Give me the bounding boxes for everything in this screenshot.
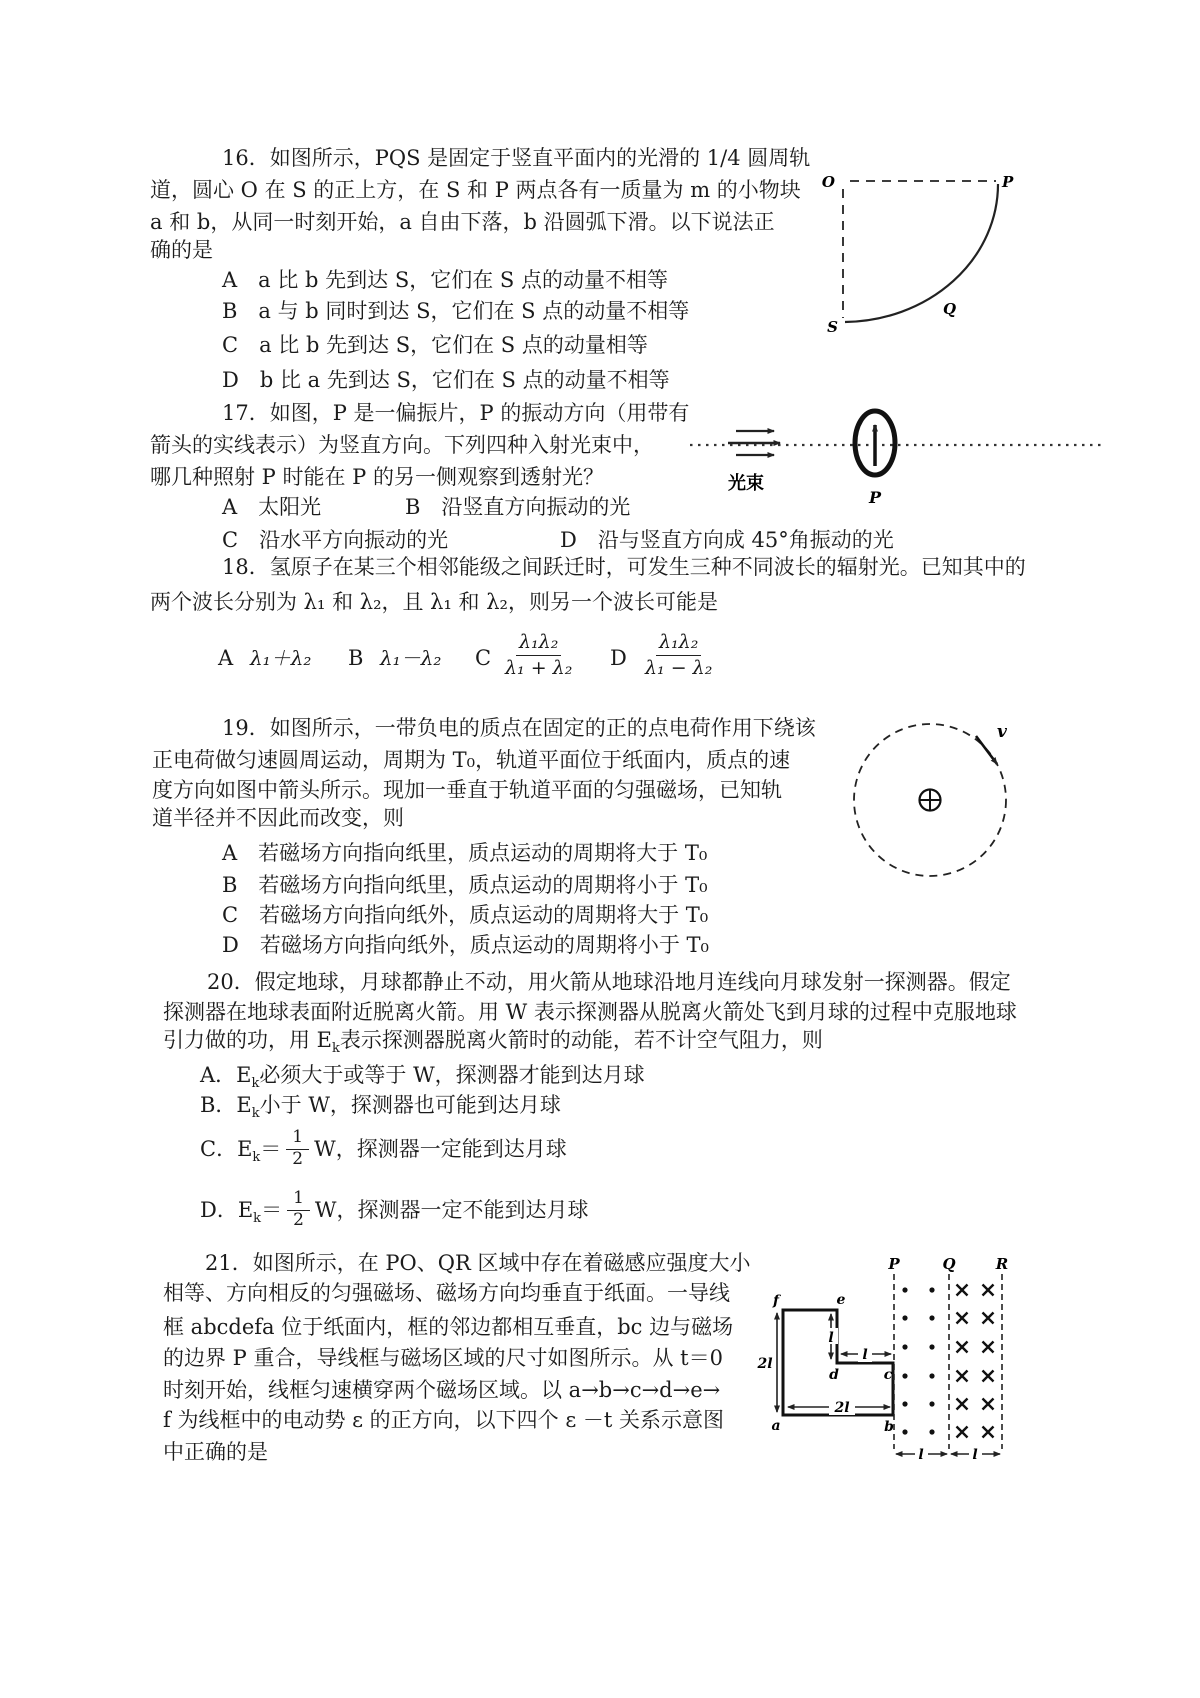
- q21-dim-l-dp: l: [862, 1347, 868, 1363]
- q21-label-c: c: [883, 1367, 893, 1383]
- positive-charge-symbol: [920, 790, 941, 811]
- q20-option-d: D．$E_k=$ $\frac{1}{2}$ W，探测器一定不能到达月球: [200, 1188, 589, 1230]
- q21-line: 中正确的是: [163, 1440, 268, 1464]
- q18-option-a-letter: A: [218, 646, 234, 670]
- q20-line: 引力做的功，用 $E_k$表示探测器脱离火箭时的动能，若不计空气阻力，则: [163, 1028, 823, 1057]
- q21-label-q: Q: [942, 1258, 956, 1273]
- fraction-denominator: λ₁ − λ₂: [645, 657, 713, 679]
- field-into-page-crosses: [957, 1285, 994, 1438]
- q19-figure-label-v: v: [997, 722, 1007, 742]
- q16-figure-label-q: Q: [943, 300, 957, 318]
- q16-line: 道，圆心 O 在 S 的正上方，在 S 和 P 两点各有一质量为 m 的小物块: [150, 178, 801, 202]
- q21-label-b: b: [884, 1419, 894, 1435]
- q19-line: 度方向如图中箭头所示。现加一垂直于轨道平面的匀强磁场，已知轨: [152, 778, 782, 802]
- velocity-arrow: [976, 736, 997, 764]
- q16-option-a: A a 比 b 先到达 S，它们在 S 点的动量不相等: [222, 268, 668, 292]
- q21-dim-l-qr: l: [972, 1447, 978, 1463]
- q18-option-d-fraction: [645, 631, 712, 679]
- field-out-of-page-dots: [902, 1287, 934, 1434]
- q21-line: 框 abcdefa 位于纸面内，框的邻边都相互垂直，bc 边与磁场: [163, 1315, 734, 1339]
- q21-line: f 为线框中的电动势 ε 的正方向，以下四个 ε －t 关系示意图: [163, 1408, 725, 1432]
- q18-line: 两个波长分别为 λ₁ 和 λ₂，且 λ₁ 和 λ₂，则另一个波长可能是: [150, 590, 718, 614]
- q16-line: 确的是: [150, 238, 213, 262]
- one-half-fraction: [287, 1189, 310, 1230]
- q19-option-d: D 若磁场方向指向纸外，质点运动的周期将小于 T₀: [222, 933, 709, 957]
- q21-line: 21．如图所示，在 PO、QR 区域中存在着磁感应强度大小: [205, 1251, 751, 1275]
- q16-quarter-circle-figure: [740, 148, 1040, 348]
- q19-option-b: B 若磁场方向指向纸里，质点运动的周期将小于 T₀: [222, 873, 708, 897]
- q21-label-a: a: [771, 1418, 781, 1434]
- q19-line: 19．如图所示，一带负电的质点在固定的正的点电荷作用下绕该: [222, 716, 816, 740]
- q20-option-c: C．$E_k=$ $\frac{1}{2}$ W，探测器一定能到达月球: [200, 1127, 567, 1169]
- q17-polarizer-figure: [650, 385, 1110, 515]
- q17-option-d: D 沿与竖直方向成 45°角振动的光: [560, 528, 894, 552]
- q17-line: 箭头的实线表示）为竖直方向。下列四种入射光束中，: [150, 433, 654, 457]
- q19-option-a: A 若磁场方向指向纸里，质点运动的周期将大于 T₀: [222, 841, 708, 865]
- q20-option-a: A．$E_k$必须大于或等于 W，探测器才能到达月球: [200, 1063, 645, 1092]
- q19-option-c: C 若磁场方向指向纸外，质点运动的周期将大于 T₀: [222, 903, 709, 927]
- fraction-numerator: λ₁λ₂: [516, 631, 561, 656]
- q21-label-r: R: [995, 1258, 1009, 1273]
- one-half-fraction: [286, 1128, 309, 1169]
- q17-beam-label: 光束: [728, 473, 764, 494]
- q21-line: 的边界 P 重合，导线框与磁场区域的尺寸如图所示。从 t＝0: [163, 1346, 723, 1370]
- q18-option-b-letter: B: [348, 646, 364, 670]
- q18-option-b-expr: λ₁－λ₂: [380, 646, 442, 670]
- q19-orbit-figure: [845, 685, 1040, 890]
- q21-label-d: d: [829, 1367, 839, 1383]
- fraction-numerator: λ₁λ₂: [656, 631, 701, 656]
- q20-option-b: B．$E_k$小于 W，探测器也可能到达月球: [200, 1093, 561, 1122]
- q21-label-p: P: [888, 1258, 900, 1273]
- q18-option-c-fraction: [505, 631, 572, 679]
- q16-line: a 和 b，从同一时刻开始，a 自由下落，b 沿圆弧下滑。以下说法正: [150, 210, 775, 234]
- q21-label-f: f: [772, 1293, 779, 1309]
- q21-wireframe-field-figure: [755, 1258, 1075, 1473]
- fraction-denominator: 2: [293, 1209, 304, 1230]
- q21-line: 相等、方向相反的匀强磁场、磁场方向均垂直于纸面。一导线: [163, 1281, 730, 1305]
- q17-line: 17．如图，P 是一偏振片，P 的振动方向（用带有: [222, 401, 690, 425]
- q17-option-c: C 沿水平方向振动的光: [222, 528, 449, 552]
- q18-option-c-letter: C: [475, 646, 492, 670]
- q16-option-d: D b 比 a 先到达 S，它们在 S 点的动量不相等: [222, 368, 670, 392]
- q21-line: 时刻开始，线框匀速横穿两个磁场区域。以 a→b→c→d→e→: [163, 1378, 721, 1402]
- q17-line: 哪几种照射 P 时能在 P 的另一侧观察到透射光？: [150, 465, 604, 489]
- q17-option-b: B 沿竖直方向振动的光: [405, 495, 631, 519]
- q19-line: 正电荷做匀速圆周运动，周期为 T₀，轨道平面位于纸面内，质点的速: [152, 748, 791, 772]
- fraction-numerator: 1: [286, 1128, 309, 1150]
- q20-line: 20．假定地球，月球都静止不动，用火箭从地球沿地月连线向月球发射一探测器。假定: [207, 970, 1011, 994]
- q18-option-d-letter: D: [610, 646, 627, 670]
- q17-option-a: A 太阳光: [222, 495, 322, 519]
- q16-option-c: C a 比 b 先到达 S，它们在 S 点的动量相等: [222, 333, 648, 357]
- q21-dim-l-pq: l: [918, 1447, 924, 1463]
- fraction-numerator: 1: [287, 1189, 310, 1211]
- q17-figure-label-p: P: [869, 488, 882, 507]
- q16-figure-label-s: S: [827, 318, 838, 336]
- fraction-denominator: 2: [292, 1148, 304, 1169]
- q16-figure-label-p: P: [1002, 173, 1014, 191]
- q21-dim-2l-bottom: 2l: [834, 1400, 850, 1416]
- q18-line: 18．氢原子在某三个相邻能级之间跃迁时，可发生三种不同波长的辐射光。已知其中的: [222, 555, 1026, 579]
- q18-option-a-expr: λ₁＋λ₂: [250, 646, 312, 670]
- q19-line: 道半径并不因此而改变，则: [152, 806, 404, 830]
- q16-line: 16．如图所示，PQS 是固定于竖直平面内的光滑的 1/4 圆周轨: [222, 146, 811, 170]
- q20-line: 探测器在地球表面附近脱离火箭。用 W 表示探测器从脱离火箭处飞到月球的过程中克服地球: [163, 1000, 1017, 1024]
- q16-option-b: B a 与 b 同时到达 S，它们在 S 点的动量不相等: [222, 299, 690, 323]
- q21-dim-2l-left: 2l: [757, 1356, 773, 1372]
- fraction-denominator: λ₁ + λ₂: [505, 657, 573, 679]
- q16-figure-label-o: O: [821, 173, 835, 191]
- q21-label-e: e: [836, 1292, 846, 1308]
- q21-dim-l-de: l: [828, 1330, 834, 1346]
